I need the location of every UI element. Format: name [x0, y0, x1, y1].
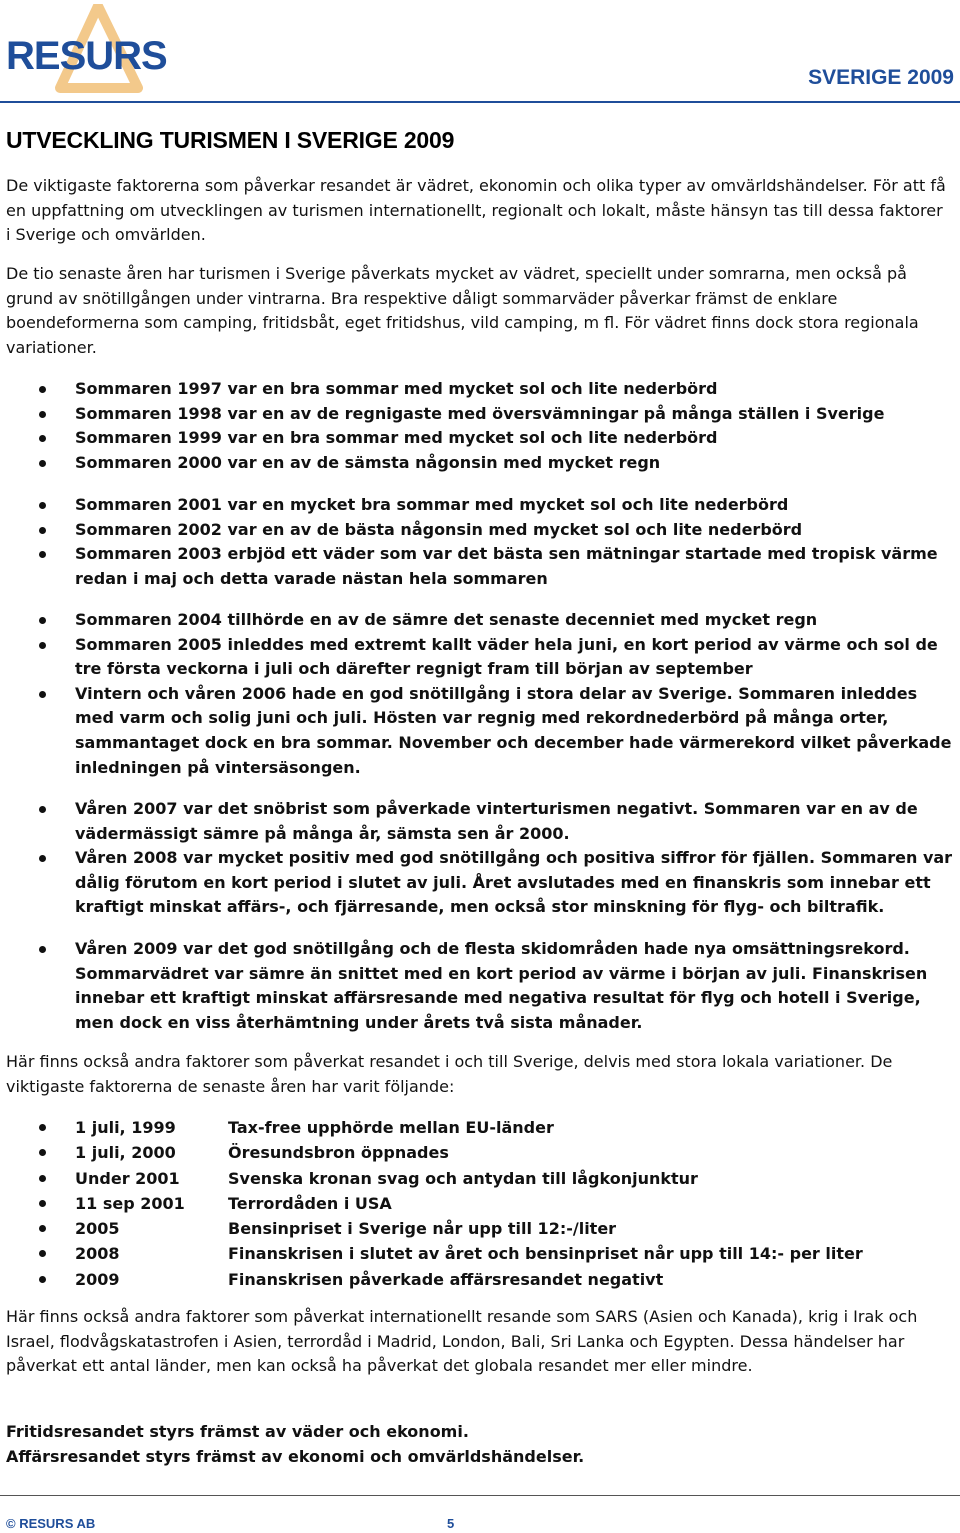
bullet-icon	[39, 1225, 46, 1232]
weather-list-2007-2008	[0, 797, 960, 920]
international-paragraph: Här finns också andra faktorer som påverkat internationellt resande som SARS (Asien och Kanada), krig i Irak och Israel, flodvågskatastrofen i Asien, terrordåd i Madrid, London, Bali, Sri Lanka och Egypten. Dessa händelser har påverkat ett antal länder, men kan också ha påverkat det globala resandet mer eller mindre.	[6, 1307, 918, 1376]
list-item: Sommaren 2004 tillhörde en av de sämre det senaste decenniet med mycket regn	[0, 608, 960, 633]
event-item	[0, 1166, 960, 1191]
resurs-logo	[6, 4, 166, 94]
header-divider	[0, 101, 960, 103]
list-item: Sommaren 2005 inleddes med extremt kallt väder hela juni, en kort period av värme och sol de tre första veckorna i juli och därefter regnigt fram till början av september	[0, 633, 960, 682]
footer-divider	[0, 1495, 960, 1496]
page-number: 5	[447, 1516, 455, 1531]
bullet-icon	[39, 386, 46, 393]
event-item	[0, 1267, 960, 1292]
event-date: 2005	[75, 1219, 120, 1239]
header-region-label: SVERIGE 2009	[808, 66, 954, 89]
list-item: Sommaren 2003 erbjöd ett väder som var det bästa sen mätningar startade med tropisk värme redan i maj och detta varade nästan hela sommaren	[0, 542, 960, 591]
bullet-icon	[39, 946, 46, 953]
bullet-icon	[39, 527, 46, 534]
conclusion-business: Affärsresandet styrs främst av ekonomi och omvärldshändelser.	[6, 1446, 585, 1466]
bullet-icon	[39, 1250, 46, 1257]
event-text: Finanskrisen i slutet av året och bensinpriset når upp till 14:- per liter	[228, 1244, 863, 1264]
event-text: Svenska kronan svag och antydan till lågkonjunktur	[228, 1168, 698, 1188]
event-item	[0, 1191, 960, 1216]
list-item: Sommaren 2000 var en av de sämsta någonsin med mycket regn	[0, 451, 960, 476]
conclusion-block	[6, 1420, 950, 1469]
list-item: Sommaren 2001 var en mycket bra sommar med mycket sol och lite nederbörd	[0, 493, 960, 518]
footer-copyright: © RESURS AB	[6, 1516, 96, 1531]
bullet-icon	[39, 642, 46, 649]
event-date: 2009	[75, 1269, 120, 1289]
factors-paragraph: Här finns också andra faktorer som påverkat resandet i och till Sverige, delvis med stora lokala variationer. De viktigaste faktorerna de senaste åren har varit följande:	[6, 1052, 893, 1096]
bullet-icon	[39, 1149, 46, 1156]
bullet-icon	[39, 435, 46, 442]
event-text: Bensinpriset i Sverige når upp till 12:-/liter	[228, 1219, 617, 1239]
list-item: Sommaren 1997 var en bra sommar med mycket sol och lite nederbörd	[0, 377, 960, 402]
list-item: Sommaren 1999 var en bra sommar med mycket sol och lite nederbörd	[0, 426, 960, 451]
event-text: Finanskrisen påverkade affärsresandet negativt	[228, 1269, 664, 1289]
bullet-icon	[39, 460, 46, 467]
list-item: Våren 2009 var det god snötillgång och de flesta skidområden hade nya omsättningsrekord. Sommarvädret var sämre än snittet med en kort period av värme i början av juli. Finanskrisen innebar ett kraftigt minskat affärsresande med negativa resultat för flyg och hotell i Sverige, men dock en viss återhämtning under årets två sista månader.	[0, 937, 960, 1035]
event-text: Terrordåden i USA	[228, 1193, 392, 1213]
event-item	[0, 1241, 960, 1266]
weather-list-2004-2006	[0, 608, 960, 780]
event-date: 2008	[75, 1244, 120, 1264]
conclusion-leisure: Fritidsresandet styrs främst av väder och ekonomi.	[6, 1422, 469, 1441]
page-title: UTVECKLING TURISMEN I SVERIGE 2009	[6, 127, 455, 153]
event-text: Öresundsbron öppnades	[228, 1143, 449, 1163]
weather-list-2001-2003	[0, 493, 960, 591]
intro-paragraph: De viktigaste faktorerna som påverkar resandet är vädret, ekonomin och olika typer av omvärldshändelser. För att få en uppfattning om utvecklingen av turismen internationellt, regionalt och lokalt, måste hänsyn tas till dessa faktorer i Sverige och omvärlden.	[6, 176, 946, 245]
bullet-icon	[39, 617, 46, 624]
page-header	[0, 0, 960, 103]
bullet-icon	[39, 855, 46, 862]
event-item	[0, 1140, 960, 1165]
list-item: Våren 2008 var mycket positiv med god snötillgång och positiva siffror för fjällen. Sommaren var dålig förutom en kort period i slutet av juli. Året avslutades med en finanskris som innebar ett kraftigt minskat affärs-, och fjärresande, men också stor minskning för flyg- och biltrafik.	[0, 846, 960, 920]
bullet-icon	[39, 1175, 46, 1182]
weather-list-2009	[0, 937, 960, 1035]
bullet-icon	[39, 502, 46, 509]
bullet-icon	[39, 1200, 46, 1207]
bullet-icon	[39, 691, 46, 698]
list-item: Sommaren 2002 var en av de bästa någonsin med mycket sol och lite nederbörd	[0, 518, 960, 543]
events-list	[0, 1115, 960, 1292]
event-date: 1 juli, 2000	[75, 1143, 176, 1163]
event-date: 11 sep 2001	[75, 1193, 185, 1213]
bullet-icon	[39, 551, 46, 558]
bullet-icon	[39, 411, 46, 418]
event-date: Under 2001	[75, 1168, 180, 1188]
event-date: 1 juli, 1999	[75, 1118, 176, 1137]
event-item	[0, 1115, 960, 1140]
weather-list-1997-2000	[0, 377, 960, 475]
event-item	[0, 1216, 960, 1241]
event-text: Tax-free upphörde mellan EU-länder	[228, 1118, 554, 1137]
bullet-icon	[39, 1124, 46, 1131]
list-item: Våren 2007 var det snöbrist som påverkade vinterturismen negativt. Sommaren var en av de vädermässigt sämre på många år, sämsta sen år 2000.	[0, 797, 960, 846]
bullet-icon	[39, 1276, 46, 1283]
list-item: Vintern och våren 2006 hade en god snötillgång i stora delar av Sverige. Sommaren inleddes med varm och solig juni och juli. Hösten var regnig med rekordnederbörd på många orter, sammantaget dock en bra sommar. November och december hade värmerekord vilket påverkade inledningen på vintersäsongen.	[0, 682, 960, 780]
logo-text: RESURS	[6, 34, 167, 78]
bullet-icon	[39, 806, 46, 813]
list-item: Sommaren 1998 var en av de regnigaste med översvämningar på många ställen i Sverige	[0, 402, 960, 427]
weather-paragraph: De tio senaste åren har turismen i Sverige påverkats mycket av vädret, speciellt under somrarna, men också på grund av snötillgången under vintrarna. Bra respektive dåligt sommarväder påverkar främst de enklare boendeformerna som camping, fritidsbåt, eget fritidshus, vild camping, m fl. För vädret finns dock stora regionala variationer.	[6, 264, 919, 357]
